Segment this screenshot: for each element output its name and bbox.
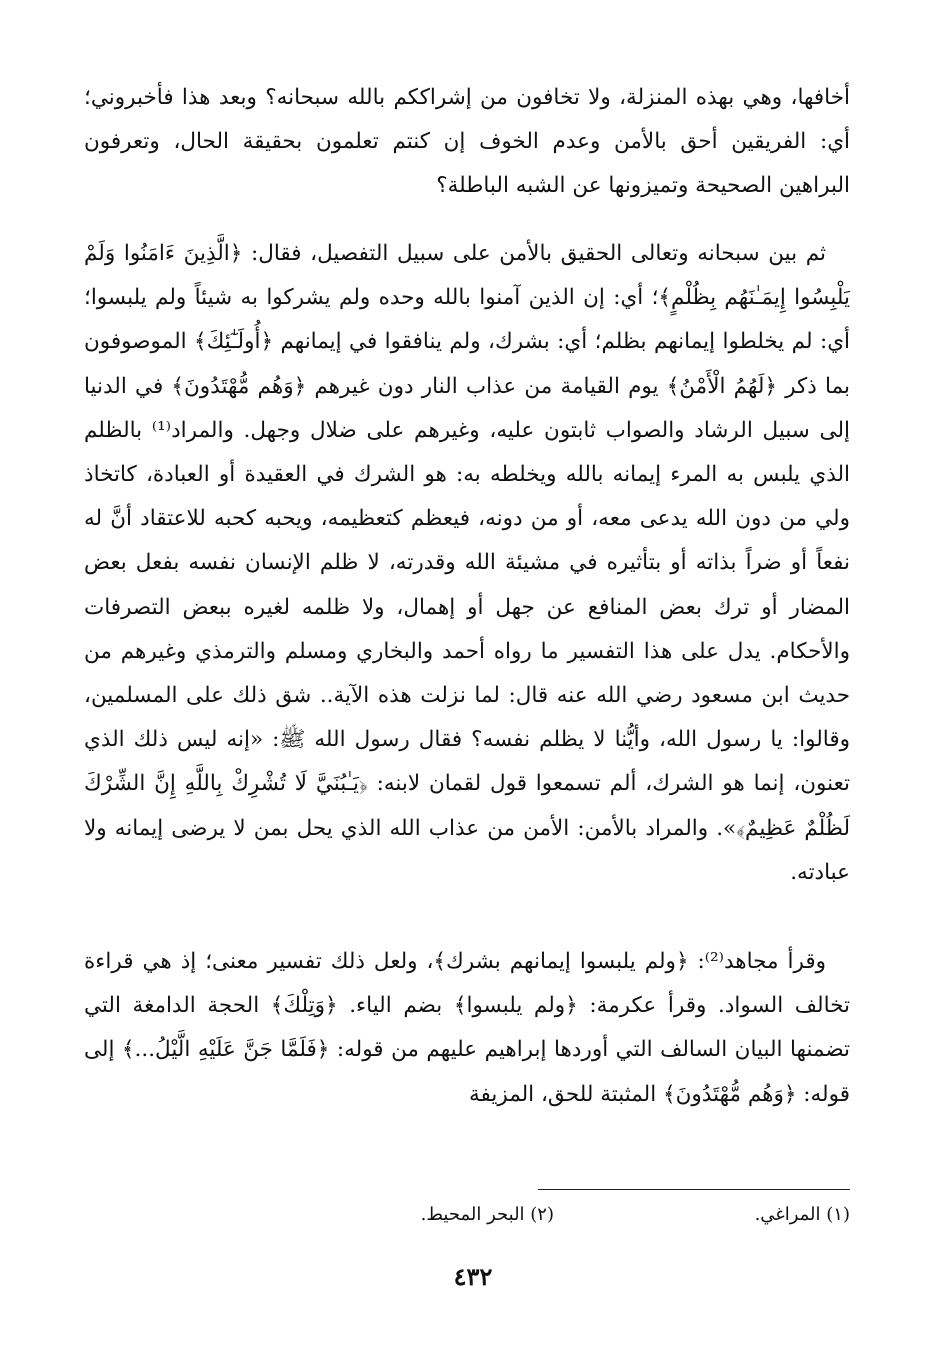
footnote-separator xyxy=(538,1189,850,1190)
paragraph-3: وقرأ مجاهد⁽²⁾: ﴿ولم يلبسوا إيمانهم بشرك﴾، ولعل ذلك تفسير معنى؛ إذ هي قراءة تخالف السواد. وقرأ عكرمة: ﴿ولم يلبسوا﴾ بضم الياء. ﴿وَتِلْكَ﴾ الحجة الدامغة التي تضمنها البيان السالف التي أوردها إبراهيم عليهم من قوله: ﴿فَلَمَّا جَنَّ عَلَيْهِ الَّيْلُ...﴾ إلى قوله: ﴿وَهُم مُّهْتَدُونَ﴾ المثبتة للحق، المزيفة xyxy=(84,949,850,1107)
footnote-1: (١) المراغي. xyxy=(754,1204,850,1225)
footnote-2: (٢) البحر المحيط. xyxy=(420,1204,554,1225)
paragraph-1: أخافها، وهي بهذه المنزلة، ولا تخافون من إشراككم بالله سبحانه؟ وبعد هذا فأخبروني؛ أي: الفريقين أحق بالأمن وعدم الخوف إن كنتم تعلمون بحقيقة الحال، وتعرفون البراهين الصحيحة وتميزونها عن الشبه الباطلة؟ xyxy=(84,85,850,199)
paragraph-2: ثم بين سبحانه وتعالى الحقيق بالأمن على سبيل التفصيل، فقال: ﴿الَّذِينَ ءَامَنُوا وَلَمْ يَلْبِسُوا إِيمَـٰنَهُم بِظُلْمٍ﴾؛ أي: إن الذين آمنوا بالله وحده ولم يشركوا به شيئاً ولم يلبسوا؛ أي: لم يخلطوا إيمانهم بظلم؛ أي: بشرك، ولم ينافقوا في إيمانهم ﴿أُولَـٰٓئِكَ﴾ الموصوفون بما ذكر ﴿لَهُمُ الْأَمْنُ﴾ يوم القيامة من عذاب النار دون غيرهم ﴿وَهُم مُّهْتَدُونَ﴾ في الدنيا إلى سبيل الرشاد والصواب ثابتون عليه، وغيرهم على ضلال وجهل. والمراد⁽¹⁾ بالظلم الذي يلبس به المرء إيمانه بالله ويخلطه به: هو الشرك في العقيدة أو العبادة، كاتخاذ ولي من دون الله يدعى معه، أو من دونه، فيعظم كتعظيمه، ويحبه كحبه للاعتقاد أنَّ له نفعاً أو ضراً بذاته أو بتأثيره في مشيئة الله وقدرته، لا ظلم الإنسان نفسه بفعل بعض المضار أو ترك بعض المنافع عن جهل أو إهمال، ولا ظلمه لغيره ببعض التصرفات والأحكام. يدل على هذا التفسير ما رواه أحمد والبخاري ومسلم والترمذي وغيرهم من حديث ابن مسعود رضي الله عنه قال: لما نزلت هذه الآية.. شق ذلك على المسلمين، وقالوا: يا رسول الله، وأيُّنا لا يظلم نفسه؟ فقال رسول الله ﷺ: «إنه ليس ذلك الذي تعنون، إنما هو الشرك، ألم تسمعوا قول لقمان لابنه: ﴿يَـٰبُنَيَّ لَا تُشْرِكْ بِاللَّهِ إِنَّ الشِّرْكَ لَظُلْمٌ عَظِيمٌ﴾». والمراد بالأمن: الأمن من عذاب الله الذي يحل بمن لا يرضى إيمانه ولا عبادته. xyxy=(84,241,850,885)
page-number: ٤٣٢ xyxy=(453,1262,493,1291)
